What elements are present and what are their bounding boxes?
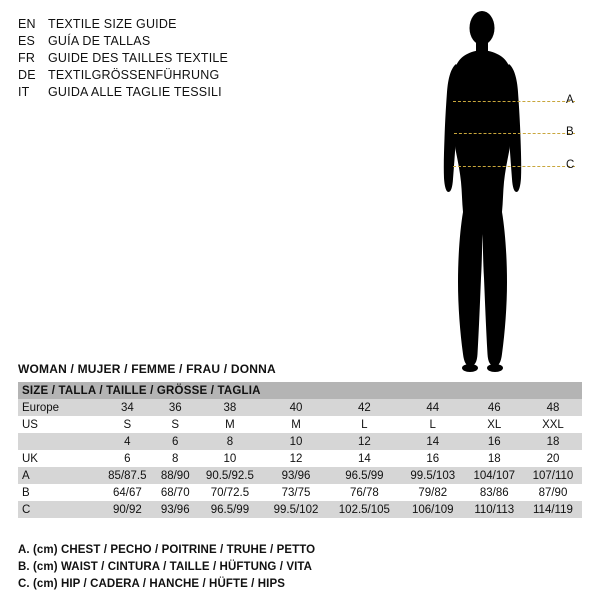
cell: 14: [401, 433, 465, 450]
cell: 76/78: [328, 484, 401, 501]
row-label: Europe: [18, 399, 100, 416]
row-label: B: [18, 484, 100, 501]
cell: 93/96: [264, 467, 328, 484]
table-row: [18, 450, 582, 467]
measure-label-a: A: [566, 94, 574, 106]
language-code: EN: [18, 17, 36, 31]
language-row: [18, 16, 438, 33]
language-row: [18, 67, 438, 84]
cell: 6: [155, 433, 196, 450]
cell: 79/82: [401, 484, 465, 501]
row-label: [18, 433, 100, 450]
cell: 40: [264, 399, 328, 416]
cell: 68/70: [155, 484, 196, 501]
language-row: [18, 33, 438, 50]
language-title: GUÍA DE TALLAS: [48, 34, 151, 48]
cell: 96.5/99: [328, 467, 401, 484]
cell: 90.5/92.5: [196, 467, 264, 484]
cell: S: [100, 416, 155, 433]
cell: 48: [524, 399, 582, 416]
cell: 10: [196, 450, 264, 467]
row-label: US: [18, 416, 100, 433]
body-figure: [420, 6, 595, 376]
cell: 10: [264, 433, 328, 450]
cell: M: [196, 416, 264, 433]
language-row: [18, 50, 438, 67]
table-row: [18, 484, 582, 501]
cell: 44: [401, 399, 465, 416]
language-title: GUIDE DES TAILLES TEXTILE: [48, 51, 229, 65]
cell: 42: [328, 399, 401, 416]
cell: 73/75: [264, 484, 328, 501]
table-row: [18, 501, 582, 518]
row-label: A: [18, 467, 100, 484]
cell: 106/109: [401, 501, 465, 518]
legend-row-c: C. (cm) HIP / CADERA / HANCHE / HÜFTE / HIPS: [18, 578, 286, 590]
cell: 12: [328, 433, 401, 450]
table-row: [18, 433, 582, 450]
cell: 99.5/103: [401, 467, 465, 484]
table-row: [18, 467, 582, 484]
cell: 99.5/102: [264, 501, 328, 518]
table-row: [18, 416, 582, 433]
cell: 102.5/105: [328, 501, 401, 518]
cell: 107/110: [524, 467, 582, 484]
table-header-row: [18, 382, 582, 399]
cell: 6: [100, 450, 155, 467]
cell: 18: [465, 450, 524, 467]
legend-row-b: B. (cm) WAIST / CINTURA / TAILLE / HÜFTUNG / VITA: [18, 561, 313, 573]
language-header-list: [18, 16, 438, 101]
cell: 64/67: [100, 484, 155, 501]
measure-line-b: [454, 133, 575, 134]
cell: XL: [465, 416, 524, 433]
cell: 16: [401, 450, 465, 467]
language-code: ES: [18, 34, 36, 48]
table-row: [18, 399, 582, 416]
language-code: DE: [18, 68, 36, 82]
cell: 14: [328, 450, 401, 467]
language-code: IT: [18, 85, 30, 99]
language-title: GUIDA ALLE TAGLIE TESSILI: [48, 85, 222, 99]
cell: 18: [524, 433, 582, 450]
cell: 104/107: [465, 467, 524, 484]
language-title: TEXTILE SIZE GUIDE: [48, 17, 177, 31]
cell: 36: [155, 399, 196, 416]
measure-label-b: B: [566, 126, 574, 138]
cell: 88/90: [155, 467, 196, 484]
cell: 90/92: [100, 501, 155, 518]
row-label: C: [18, 501, 100, 518]
language-code: FR: [18, 51, 36, 65]
cell: 34: [100, 399, 155, 416]
table-header-label: SIZE / TALLA / TAILLE / GRÖSSE / TAGLIA: [18, 382, 582, 399]
female-silhouette-icon: [420, 6, 595, 376]
measurement-legend: [18, 542, 582, 593]
language-row: [18, 84, 438, 101]
cell: S: [155, 416, 196, 433]
row-label: UK: [18, 450, 100, 467]
cell: 85/87.5: [100, 467, 155, 484]
cell: L: [401, 416, 465, 433]
cell: 12: [264, 450, 328, 467]
cell: 110/113: [465, 501, 524, 518]
cell: 38: [196, 399, 264, 416]
cell: 114/119: [524, 501, 582, 518]
cell: 93/96: [155, 501, 196, 518]
cell: 8: [196, 433, 264, 450]
cell: M: [264, 416, 328, 433]
cell: 70/72.5: [196, 484, 264, 501]
measure-label-c: C: [566, 159, 575, 171]
section-title: WOMAN / MUJER / FEMME / FRAU / DONNA: [18, 362, 276, 376]
cell: 83/86: [465, 484, 524, 501]
size-table: [18, 382, 582, 518]
cell: L: [328, 416, 401, 433]
cell: 87/90: [524, 484, 582, 501]
cell: 96.5/99: [196, 501, 264, 518]
measure-line-a: [453, 101, 575, 102]
measure-line-c: [453, 166, 575, 167]
cell: 4: [100, 433, 155, 450]
cell: XXL: [524, 416, 582, 433]
cell: 46: [465, 399, 524, 416]
cell: 20: [524, 450, 582, 467]
cell: 16: [465, 433, 524, 450]
legend-row-a: A. (cm) CHEST / PECHO / POITRINE / TRUHE / PETTO: [18, 544, 316, 556]
language-title: TEXTILGRÖSSENFÜHRUNG: [48, 68, 220, 82]
cell: 8: [155, 450, 196, 467]
